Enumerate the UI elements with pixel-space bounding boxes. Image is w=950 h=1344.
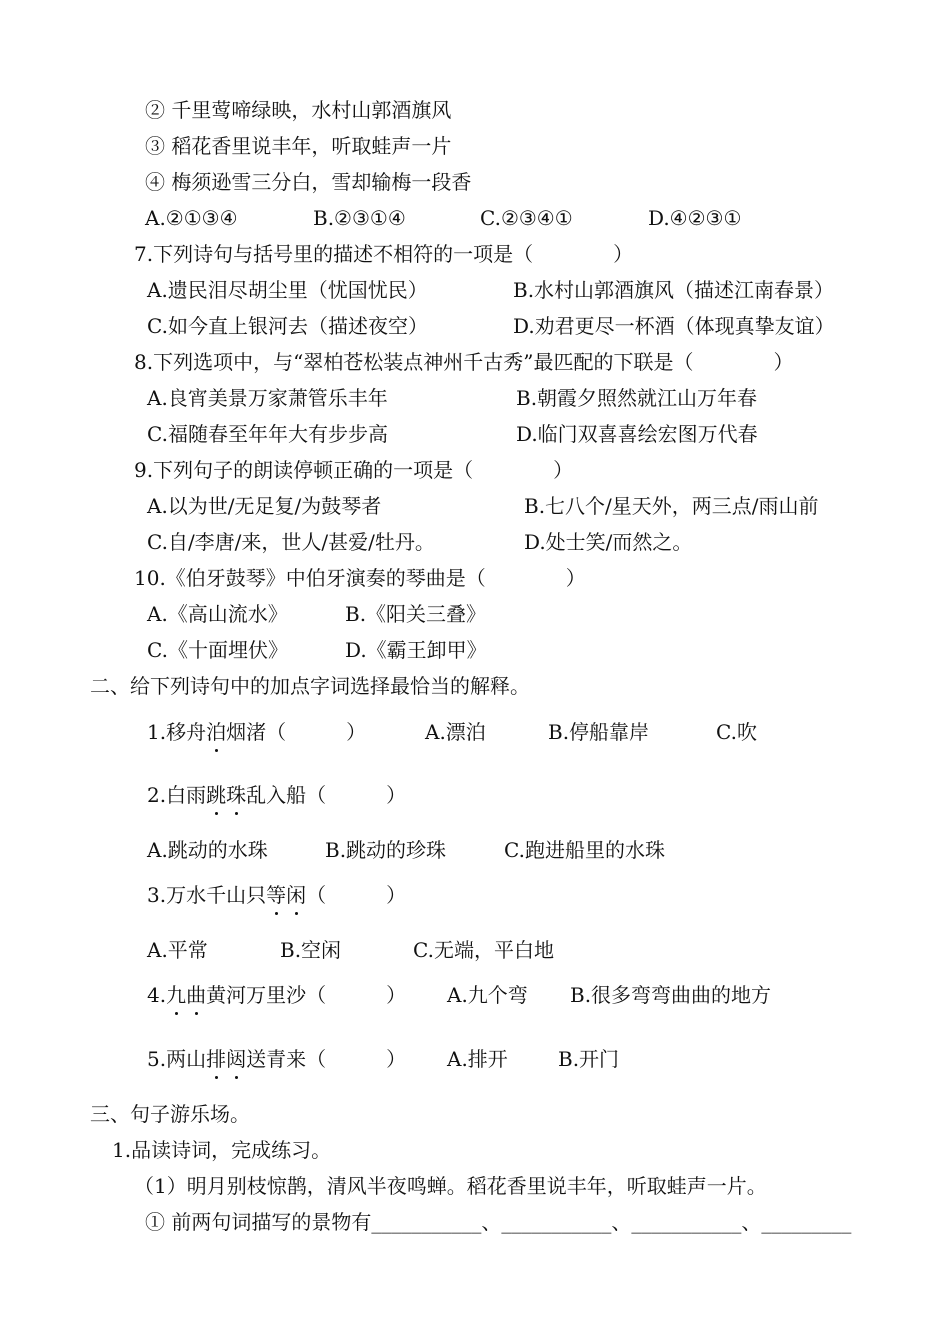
q8-option-c: C.福随春至年年大有步步高	[147, 422, 388, 446]
q10-stem: 10.《伯牙鼓琴》中伯牙演奏的琴曲是（ ）	[134, 566, 586, 590]
q6-option-a: A.②①③④	[145, 206, 238, 230]
q9-options-row1	[0, 493, 950, 519]
q7-stem: 7.下列诗句与括号里的描述不相符的一项是（ ）	[134, 242, 634, 266]
emphasis-dot-char: 等	[266, 883, 287, 907]
q10-option-d: D.《霸王卸甲》	[345, 638, 487, 662]
q10-options-row1	[0, 601, 950, 627]
q8-stem: 8.下列选项中，与“翠柏苍松装点神州千古秀”最匹配的下联是（ ）	[134, 350, 794, 374]
section3-q1: ① 前两句词描写的景物有___________、___________、___________、_________	[145, 1210, 852, 1234]
emphasis-dot-char: 珠	[226, 783, 247, 807]
s2-item-3-option-a: A.平常	[147, 938, 208, 962]
emphasis-dot-char: 闲	[286, 883, 307, 907]
q6-option-b: B.②③①④	[313, 206, 406, 230]
s2-item-5-option-b: B.开门	[558, 1047, 620, 1071]
q7-option-a: A.遗民泪尽胡尘里（忧国忧民）	[147, 278, 428, 302]
q7-option-d: D.劝君更尽一杯酒（体现真挚友谊）	[513, 314, 835, 338]
section2-heading: 二、给下列诗句中的加点字词选择最恰当的解释。	[90, 674, 530, 698]
s2-item-5-stem: 5.两山排闼送青来（ ）	[147, 1047, 407, 1071]
q8-options-row1	[0, 385, 950, 411]
q8-options-row2	[0, 421, 950, 447]
q10-option-a: A.《高山流水》	[147, 602, 288, 626]
s2-item-1	[0, 719, 950, 745]
q6-item-2: ② 千里莺啼绿映，水村山郭酒旗风	[145, 98, 452, 122]
s2-item-4-stem: 4.九曲黄河万里沙（ ）	[147, 983, 407, 1007]
s2-item-3-option-b: B.空闲	[280, 938, 342, 962]
s2-item-1-option-c: C.吹	[716, 720, 757, 744]
s2-item-2-options	[0, 837, 950, 863]
q6-options	[0, 205, 950, 231]
s2-item-4-option-b: B.很多弯弯曲曲的地方	[570, 983, 772, 1007]
q9-option-c: C.自/李唐/来，世人/甚爱/牡丹。	[147, 530, 435, 554]
q9-option-b: B.七八个/星天外，两三点/雨山前	[524, 494, 819, 518]
s2-item-3	[0, 882, 950, 908]
emphasis-dot-char: 九	[166, 983, 187, 1007]
s2-item-2-option-c: C.跑进船里的水珠	[504, 838, 665, 862]
section3-sub1: 1.品读诗词，完成练习。	[112, 1138, 332, 1162]
q7-options-row2	[0, 313, 950, 339]
section3-heading: 三、句子游乐场。	[90, 1102, 250, 1126]
emphasis-dot-char: 跳	[206, 783, 227, 807]
dotted-word	[206, 783, 246, 807]
s2-item-4	[0, 982, 950, 1008]
q10-options-row2	[0, 637, 950, 663]
q7-option-c: C.如今直上银河去（描述夜空）	[147, 314, 428, 338]
dotted-word	[266, 883, 306, 907]
dotted-word	[206, 720, 226, 744]
s2-item-2-option-a: A.跳动的水珠	[147, 838, 268, 862]
emphasis-dot-char: 排	[206, 1047, 227, 1071]
q6-option-c: C.②③④①	[480, 206, 573, 230]
s2-item-5-option-a: A.排开	[447, 1047, 508, 1071]
dotted-word	[166, 983, 206, 1007]
s2-item-3-stem: 3.万水千山只等闲（ ）	[147, 883, 407, 907]
q9-options-row2	[0, 529, 950, 555]
s2-item-2-option-b: B.跳动的珍珠	[325, 838, 447, 862]
emphasis-dot-char: 泊	[206, 720, 227, 744]
s2-item-3-option-c: C.无端，平白地	[413, 938, 554, 962]
emphasis-dot-char: 曲	[186, 983, 207, 1007]
s2-item-2-stem: 2.白雨跳珠乱入船（ ）	[147, 783, 407, 807]
q6-item-3: ③ 稻花香里说丰年，听取蛙声一片	[145, 134, 452, 158]
dotted-word	[206, 1047, 246, 1071]
q8-option-b: B.朝霞夕照然就江山万年春	[516, 386, 758, 410]
q10-option-b: B.《阳关三叠》	[345, 602, 487, 626]
q9-option-d: D.处士笑/而然之。	[524, 530, 693, 554]
q6-item-4: ④ 梅须逊雪三分白，雪却输梅一段香	[145, 170, 472, 194]
s2-item-1-stem: 1.移舟泊烟渚（ ）	[147, 720, 367, 744]
q10-option-c: C.《十面埋伏》	[147, 638, 288, 662]
emphasis-dot-char: 闼	[226, 1047, 247, 1071]
section3-poem: （1）明月别枝惊鹊，清风半夜鸣蝉。稻花香里说丰年，听取蛙声一片。	[134, 1174, 767, 1198]
q8-option-d: D.临门双喜喜绘宏图万代春	[516, 422, 758, 446]
s2-item-3-options	[0, 937, 950, 963]
q9-stem: 9.下列句子的朗读停顿正确的一项是（ ）	[134, 458, 574, 482]
s2-item-5	[0, 1046, 950, 1072]
s2-item-4-option-a: A.九个弯	[447, 983, 528, 1007]
q9-option-a: A.以为世/无足复/为鼓琴者	[147, 494, 382, 518]
q7-option-b: B.水村山郭酒旗风（描述江南春景）	[513, 278, 835, 302]
q8-option-a: A.良宵美景万家萧管乐丰年	[147, 386, 388, 410]
s2-item-1-option-a: A.漂泊	[425, 720, 486, 744]
s2-item-1-option-b: B.停船靠岸	[548, 720, 650, 744]
q6-option-d: D.④②③①	[648, 206, 742, 230]
s2-item-2	[0, 782, 950, 808]
q7-options-row1	[0, 277, 950, 303]
